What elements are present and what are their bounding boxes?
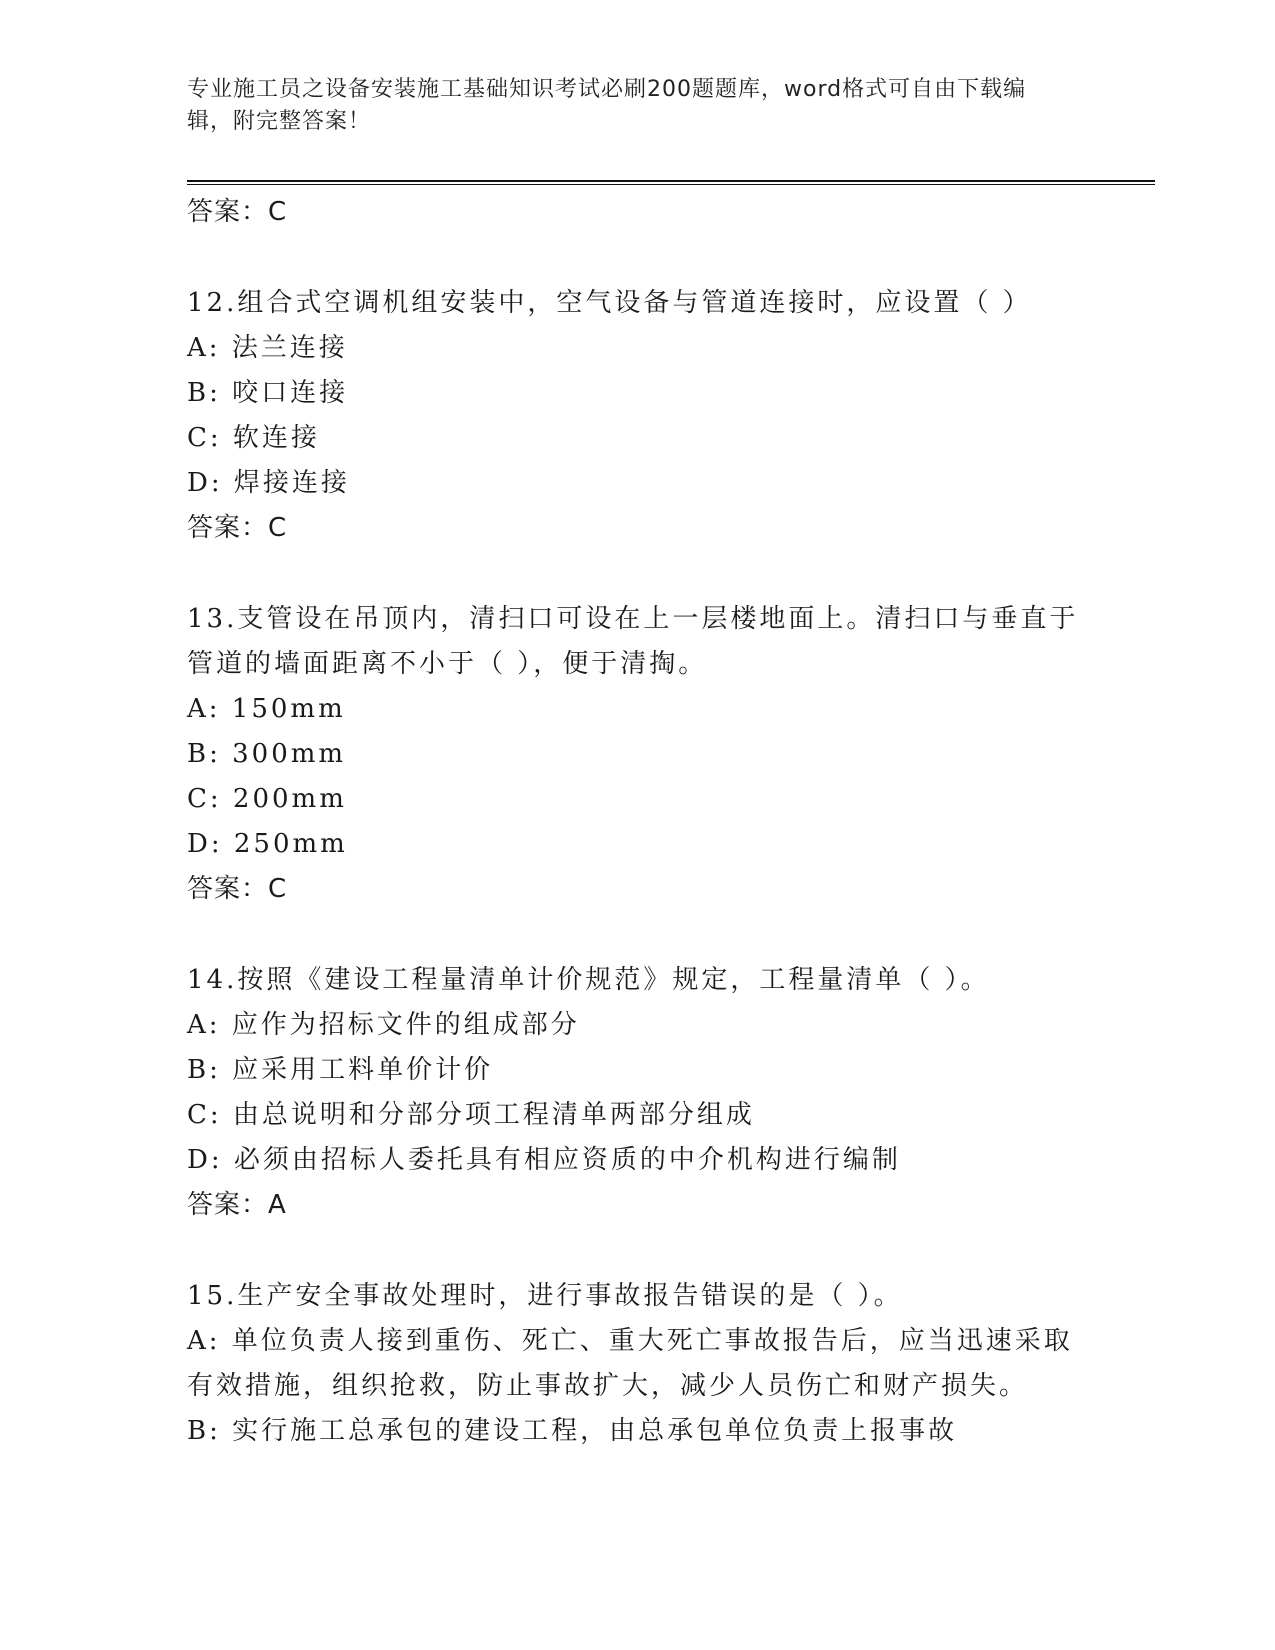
- option-d: D: 焊接连接: [187, 468, 350, 498]
- spacer: [187, 551, 1087, 597]
- answer-line: 答案：C: [187, 874, 288, 904]
- answer-line: 答案：C: [187, 513, 288, 543]
- question-stem: 12.组合式空调机组安装中，空气设备与管道连接时，应设置（ ）: [187, 288, 1032, 318]
- option-d: D: 必须由招标人委托具有相应资质的中介机构进行编制: [187, 1145, 901, 1175]
- document-header-title: 专业施工员之设备安装施工基础知识考试必刷200题题库，word格式可自由下载编辑，附完整答案！: [187, 77, 1027, 134]
- question-item: [187, 1274, 1087, 1454]
- option-b: B: 300mm: [187, 739, 347, 769]
- question-stem-line-1: 13.支管设在吊顶内，清扫口可设在上一层楼地面上。清扫口与垂直于: [187, 604, 1079, 634]
- option-d: D: 250mm: [187, 829, 348, 859]
- answer-line: 答案：A: [187, 1190, 287, 1220]
- option-a-line-2: 有效措施，组织抢救，防止事故扩大，减少人员伤亡和财产损失。: [187, 1371, 1029, 1401]
- option-c: C: 软连接: [187, 423, 320, 453]
- option-a-line-1: A: 单位负责人接到重伤、死亡、重大死亡事故报告后，应当迅速采取: [187, 1326, 1073, 1356]
- spacer: [187, 1228, 1087, 1274]
- spacer: [187, 912, 1087, 958]
- option-b: B: 应采用工料单价计价: [187, 1055, 494, 1085]
- option-a: A: 150mm: [187, 694, 346, 724]
- option-b: B: 咬口连接: [187, 378, 349, 408]
- option-b: B: 实行施工总承包的建设工程，由总承包单位负责上报事故: [187, 1416, 958, 1446]
- spacer: [187, 235, 1087, 281]
- option-c: C: 由总说明和分部分项工程清单两部分组成: [187, 1100, 755, 1130]
- header-divider: [187, 180, 1155, 185]
- question-item: [187, 958, 1087, 1228]
- question-stem: 15.生产安全事故处理时，进行事故报告错误的是（ ）。: [187, 1281, 903, 1311]
- answer-line: 答案：C: [187, 197, 288, 227]
- question-stem: 14.按照《建设工程量清单计价规范》规定，工程量清单（ ）。: [187, 965, 990, 995]
- option-a: A: 法兰连接: [187, 333, 348, 363]
- question-list: [187, 190, 1087, 1454]
- question-item: [187, 281, 1087, 551]
- option-a: A: 应作为招标文件的组成部分: [187, 1010, 580, 1040]
- option-c: C: 200mm: [187, 784, 347, 814]
- question-item: [187, 597, 1087, 912]
- question-stem-line-2: 管道的墙面距离不小于（ ），便于清掏。: [187, 649, 708, 679]
